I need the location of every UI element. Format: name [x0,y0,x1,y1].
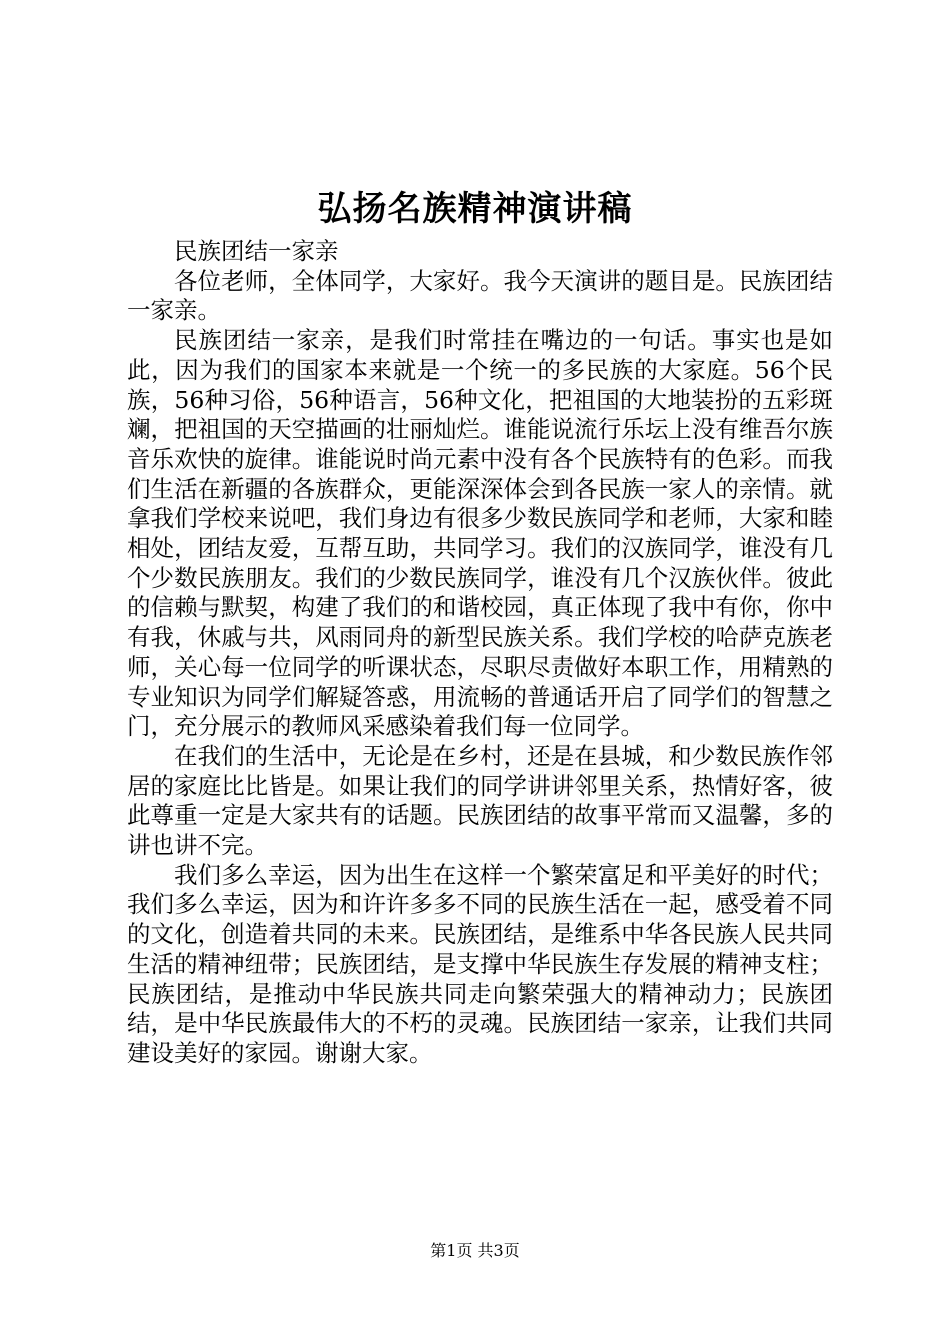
document-body [127,237,833,1069]
paragraph-neighbors: 在我们的生活中，无论是在乡村，还是在县城，和少数民族作邻居的家庭比比皆是。如果让我们的同学讲讲邻里关系，热情好客，彼此尊重一定是大家共有的话题。民族团结的故事平常而又温馨，多的讲也讲不完。 [127,741,833,860]
page-title: 弘扬名族精神演讲稿 [317,189,633,229]
paragraph-subtitle: 民族团结一家亲 [174,237,339,265]
page-footer: 第1页 共3页 [430,1241,520,1260]
paragraph-main: 民族团结一家亲，是我们时常挂在嘴边的一句话。事实也是如此，因为我们的国家本来就是一个统一的多民族的大家庭。56个民族，56种习俗，56种语言，56种文化，把祖国的大地装扮的五彩斑斓，把祖国的天空描画的壮丽灿烂。谁能说流行乐坛上没有维吾尔族音乐欢快的旋律。谁能说时尚元素中没有各个民族特有的色彩。而我们生活在新疆的各族群众，更能深深体会到各民族一家人的亲情。就拿我们学校来说吧，我们身边有很多少数民族同学和老师，大家和睦相处，团结友爱，互帮互助，共同学习。我们的汉族同学，谁没有几个少数民族朋友。我们的少数民族同学，谁没有几个汉族伙伴。彼此的信赖与默契，构建了我们的和谐校园，真正体现了我中有你，你中有我，休戚与共，风雨同舟的新型民族关系。我们学校的哈萨克族老师，关心每一位同学的听课状态，尽职尽责做好本职工作，用精熟的专业知识为同学们解疑答惑，用流畅的普通话开启了同学们的智慧之门，充分展示的教师风采感染着我们每一位同学。 [127,326,833,741]
paragraph-greeting: 各位老师，全体同学，大家好。我今天演讲的题目是。民族团结一家亲。 [127,266,833,325]
paragraph-conclusion: 我们多么幸运，因为出生在这样一个繁荣富足和平美好的时代；我们多么幸运，因为和许许多多不同的民族生活在一起，感受着不同的文化，创造着共同的未来。民族团结，是维系中华各民族人民共同生活的精神纽带；民族团结，是支撑中华民族生存发展的精神支柱；民族团结，是推动中华民族共同走向繁荣强大的精神动力；民族团结，是中华民族最伟大的不朽的灵魂。民族团结一家亲，让我们共同建设美好的家园。谢谢大家。 [127,860,833,1067]
